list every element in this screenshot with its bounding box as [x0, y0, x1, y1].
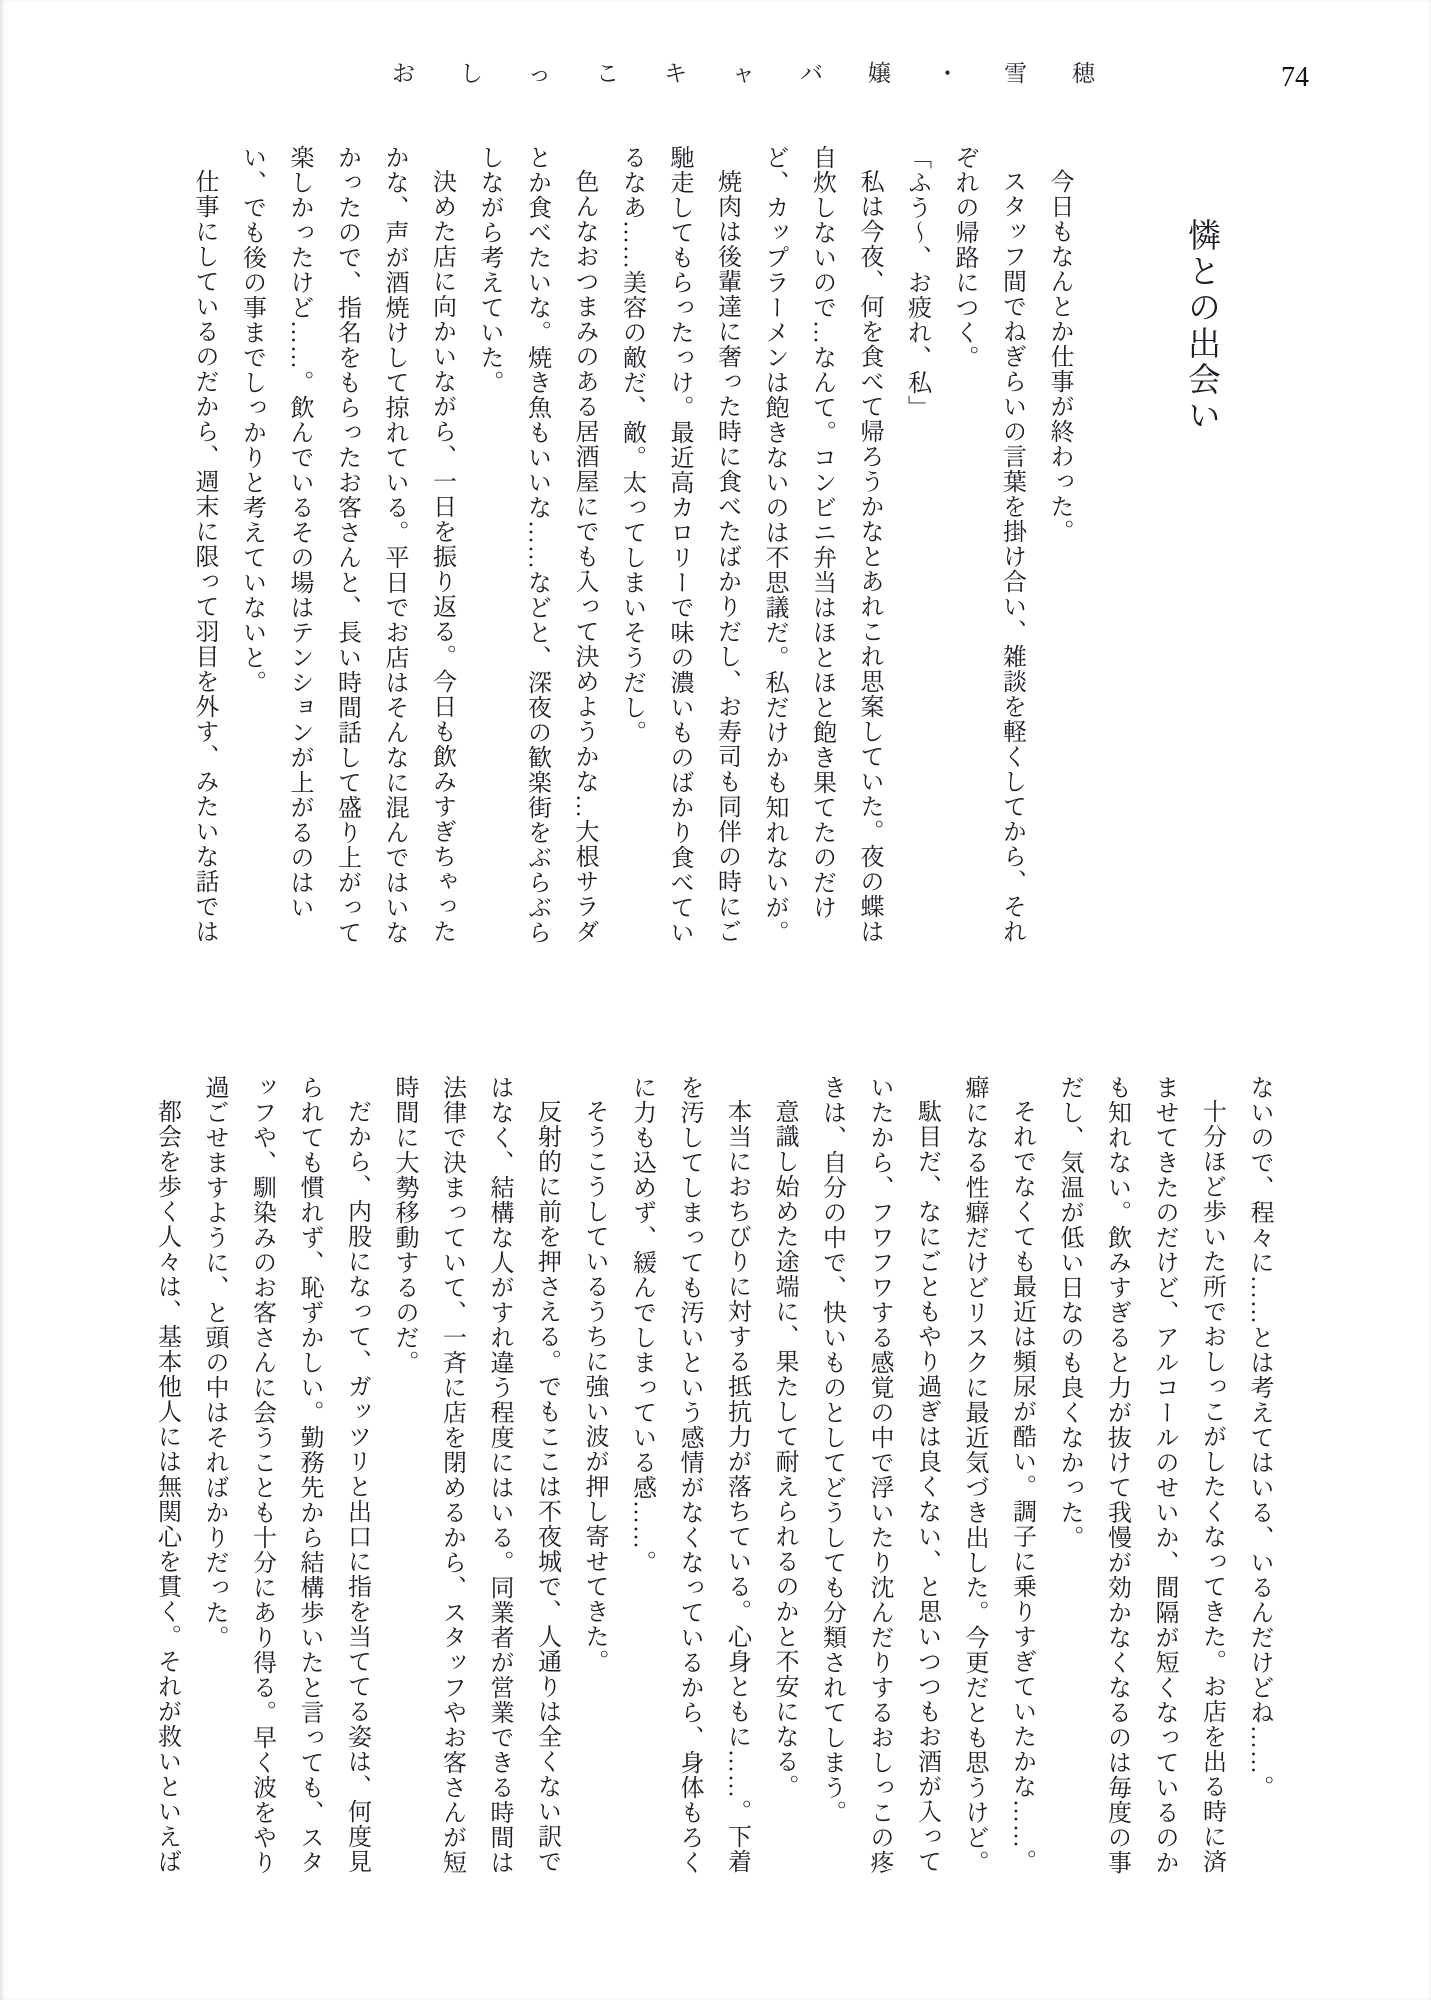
paragraph: だから、内股になって、ガッツリと出口に指を当ててる姿は、何度見られても慣れず、恥ずかしい。勤務先から結構歩いたと言っても、スタッフや、馴染みのお客さんに会うことも十分にあり得る。早く波をやり過ごせますように、と頭の中はそればかりだった。 [201, 1075, 370, 1875]
paragraph: 今日もなんとか仕事が終わった。 [1046, 169, 1072, 544]
running-header: おしっこキャバ嬢・雪穂 [392, 61, 1140, 86]
paragraph: 私は今夜、何を食べて帰ろうかなとあれこれ思案していた。夜の蝶は自炊しないので…なんて。コンビニ弁当はほとほと飽き果てたのだけど、カップラーメンは飽きないのは不思議だ。私だけかも知れないが。 [761, 145, 882, 945]
paragraph: 仕事にしているのだから、週末に限って羽目を外す、みたいな話では [191, 169, 217, 944]
paragraph: 決めた店に向かいながら、一日を振り返る。今日も飲みすぎちゃったかな、声が酒焼けして掠れている。平日でお店はそんなに混んではいなかったので、指名をもらったお客さんと、長い時間話して盛り上がって楽しかったけど……。飲んでいるその場はテンションが上がるのはいい、でも後の事までしっかりと考えていないと。 [238, 145, 455, 945]
paragraph-quote: 「ふう～、お疲れ、私」 [903, 145, 930, 420]
paragraph: 反射的に前を押さえる。でもここは不夜城で、人通りは全くない訳ではなく、結構な人がすれ違う程度にはいる。同業者が営業できる時間は法律で決まっていて、一斉に店を閉めるから、スタッフやお客さんが短時間に大勢移動するのだ。 [391, 1075, 560, 1875]
paragraph: 都会を歩く人々は、基本他人には無関心を貫く。それが救いといえば [153, 1099, 180, 1874]
paragraph: スタッフ間でねぎらいの言葉を掛け合い、雑談を軽くしてから、それぞれの帰路につく。 [951, 145, 1025, 944]
chapter-title: 憐との出会い [1183, 218, 1219, 434]
paragraph: 意識し始めた途端に、果たして耐えられるのかと不安になる。 [771, 1099, 797, 1799]
paragraph: 焼肉は後輩達に奢った時に食べたばかりだし、お寿司も同伴の時にご馳走してもらったっけ。最近高カロリーで味の濃いものばかり食べているなあ……美容の敵だ、敵。太ってしまいそうだし。 [618, 145, 740, 945]
text-block-top [176, 145, 1082, 960]
text-block-bottom [141, 1075, 1282, 1890]
paragraph: 本当におちびりに対する抵抗力が落ちている。心身ともに……。下着を汚してしまっても汚いという感情がなくなっているから、身体もろくに力も込めず、緩んでしまっている感……。 [628, 1075, 750, 1875]
paragraph: 色んなおつまみのある居酒屋にでも入って決めようかな…大根サラダとか食べたいな。焼き魚もいいな……などと、深夜の歓楽街をぶらぶらしながら考えていた。 [476, 145, 597, 945]
page-number: 74 [1281, 62, 1309, 93]
paragraph: それでなくても最近は頻尿が酷い。調子に乗りすぎていたかな……。癖になる性癖だけどリスクに最近気づき出した。今更だとも思うけど。 [961, 1075, 1035, 1875]
paragraph: そうこうしているうちに強い波が押し寄せてきた。 [581, 1099, 607, 1674]
paragraph: 十分ほど歩いた所でおしっこがしたくなってきた。お店を出る時に済ませてきたのだけど、アルコールのせいか、間隔が短くなっているのかも知れない。飲みすぎると力が抜けて我慢が効かなくなるのは毎度の事だし、気温が低い日なのも良くなかった。 [1056, 1075, 1225, 1875]
paragraph-continuation: ないので、程々に……とは考えてはいる、いるんだけどね……。 [1246, 1075, 1272, 1800]
paragraph: 駄目だ、なにごともやり過ぎは良くない、と思いつつもお酒が入っていたから、フワフワする感覚の中で浮いたり沈んだりするおしっこの疼きは、自分の中で、快いものとしてどうしても分類されてしまう。 [818, 1075, 940, 1875]
